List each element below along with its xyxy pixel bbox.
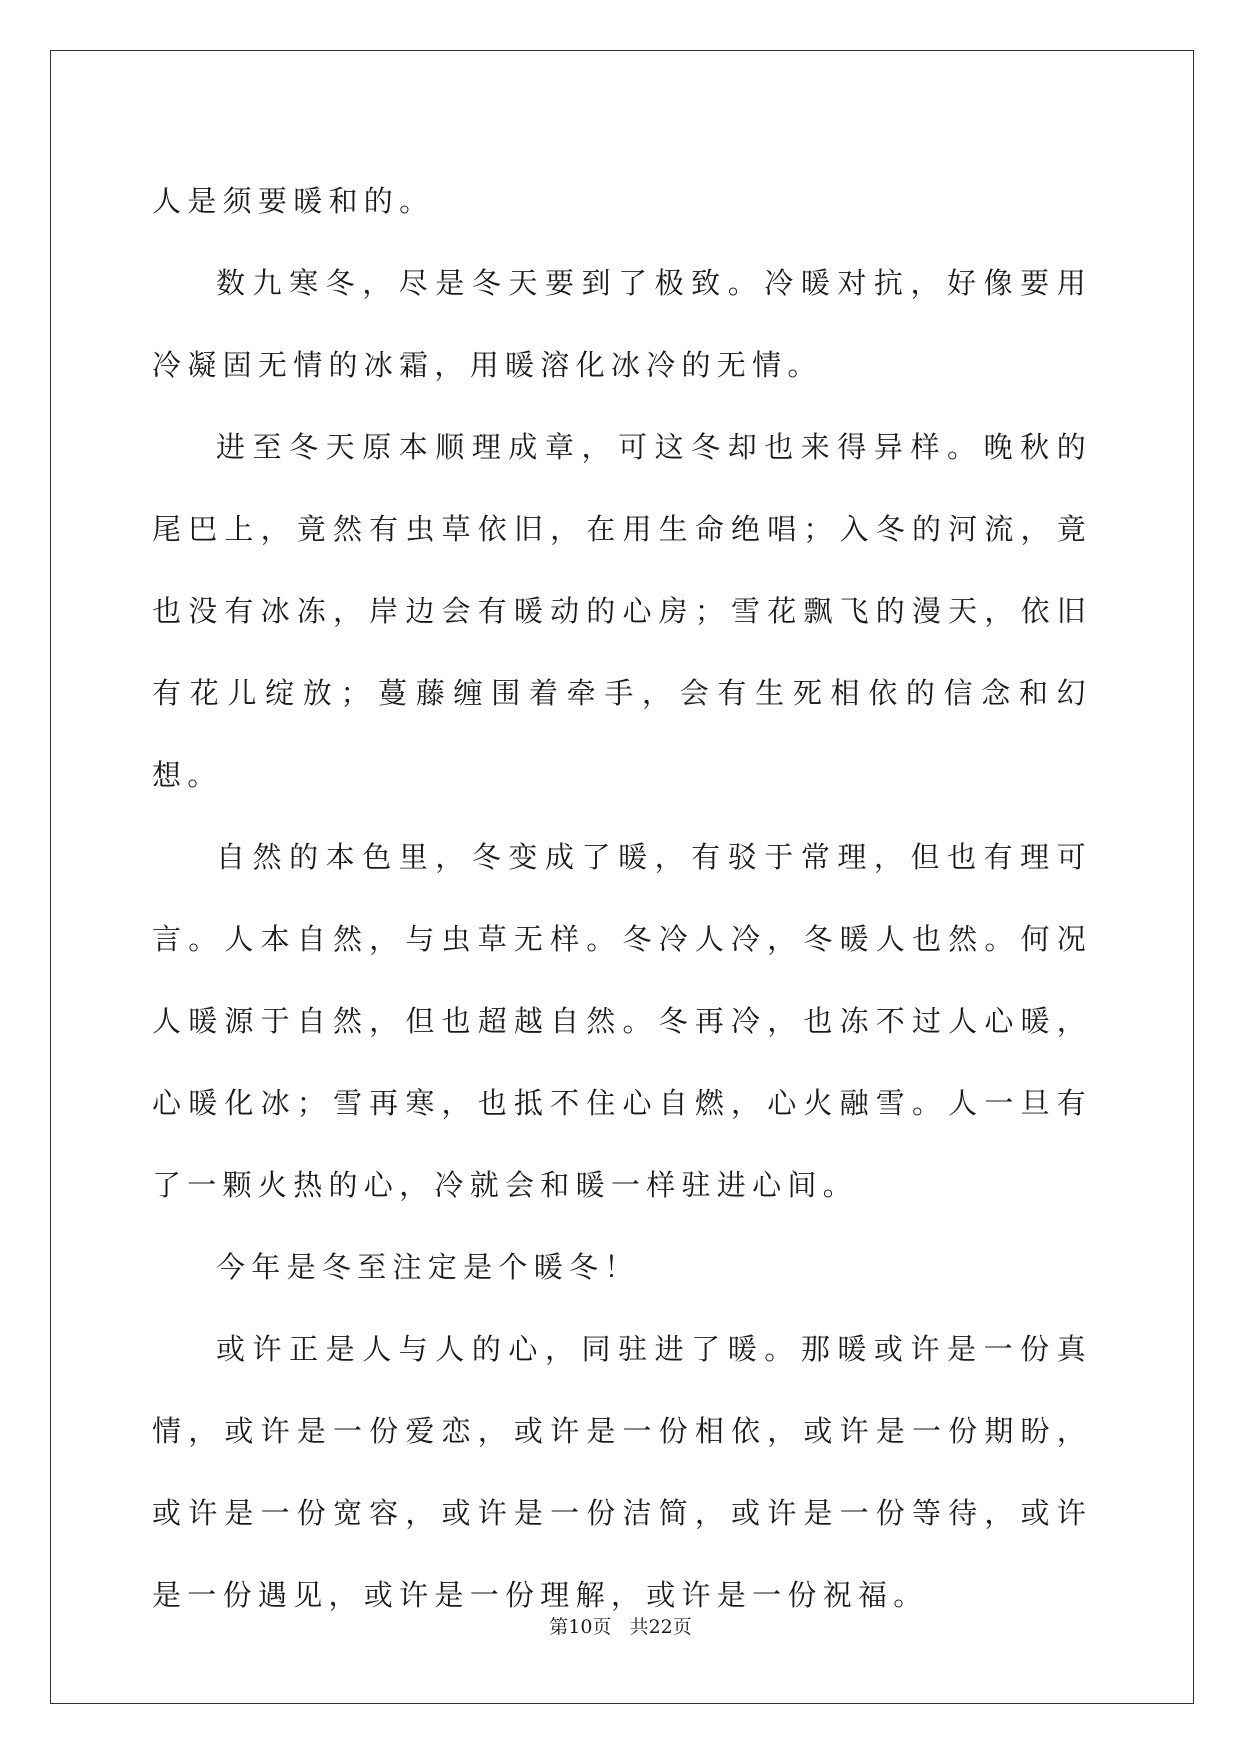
total-suffix: 页 (672, 1616, 692, 1638)
paragraph-6: 或许正是人与人的心，同驻进了暖。那暖或许是一份真情，或许是一份爱恋，或许是一份相依，或许是一份期盼，或许是一份宽容，或许是一份洁简，或许是一份等待，或许是一份遇见，或许是一份理解，或许是一份祝福。 (152, 1332, 1092, 1612)
page-suffix: 页 (592, 1616, 612, 1638)
total-pages: 22 (648, 1616, 673, 1638)
page-footer (0, 1612, 1241, 1639)
paragraph-5: 今年是冬至注定是个暖冬！ (216, 1250, 640, 1284)
paragraph-1: 人是须要暖和的。 (152, 184, 435, 218)
paragraph-2: 数九寒冬，尽是冬天要到了极致。冷暖对抗，好像要用冷凝固无情的冰霜，用暖溶化冰冷的无情。 (152, 266, 1092, 382)
page-number: 10 (568, 1616, 593, 1638)
document-body (152, 160, 1092, 1636)
total-prefix: 共 (629, 1616, 649, 1638)
page-prefix: 第 (549, 1616, 569, 1638)
paragraph-4: 自然的本色里，冬变成了暖，有驳于常理，但也有理可言。人本自然，与虫草无样。冬冷人冷，冬暖人也然。何况人暖源于自然，但也超越自然。冬再冷，也冻不过人心暖，心暖化冰；雪再寒，也抵不住心自燃，心火融雪。人一旦有了一颗火热的心，冷就会和暖一样驻进心间。 (152, 840, 1092, 1202)
paragraph-3: 进至冬天原本顺理成章，可这冬却也来得异样。晚秋的尾巴上，竟然有虫草依旧，在用生命绝唱；入冬的河流，竟也没有冰冻，岸边会有暖动的心房；雪花飘飞的漫天，依旧有花儿绽放；蔓藤缠围着牵手，会有生死相依的信念和幻想。 (152, 430, 1092, 792)
